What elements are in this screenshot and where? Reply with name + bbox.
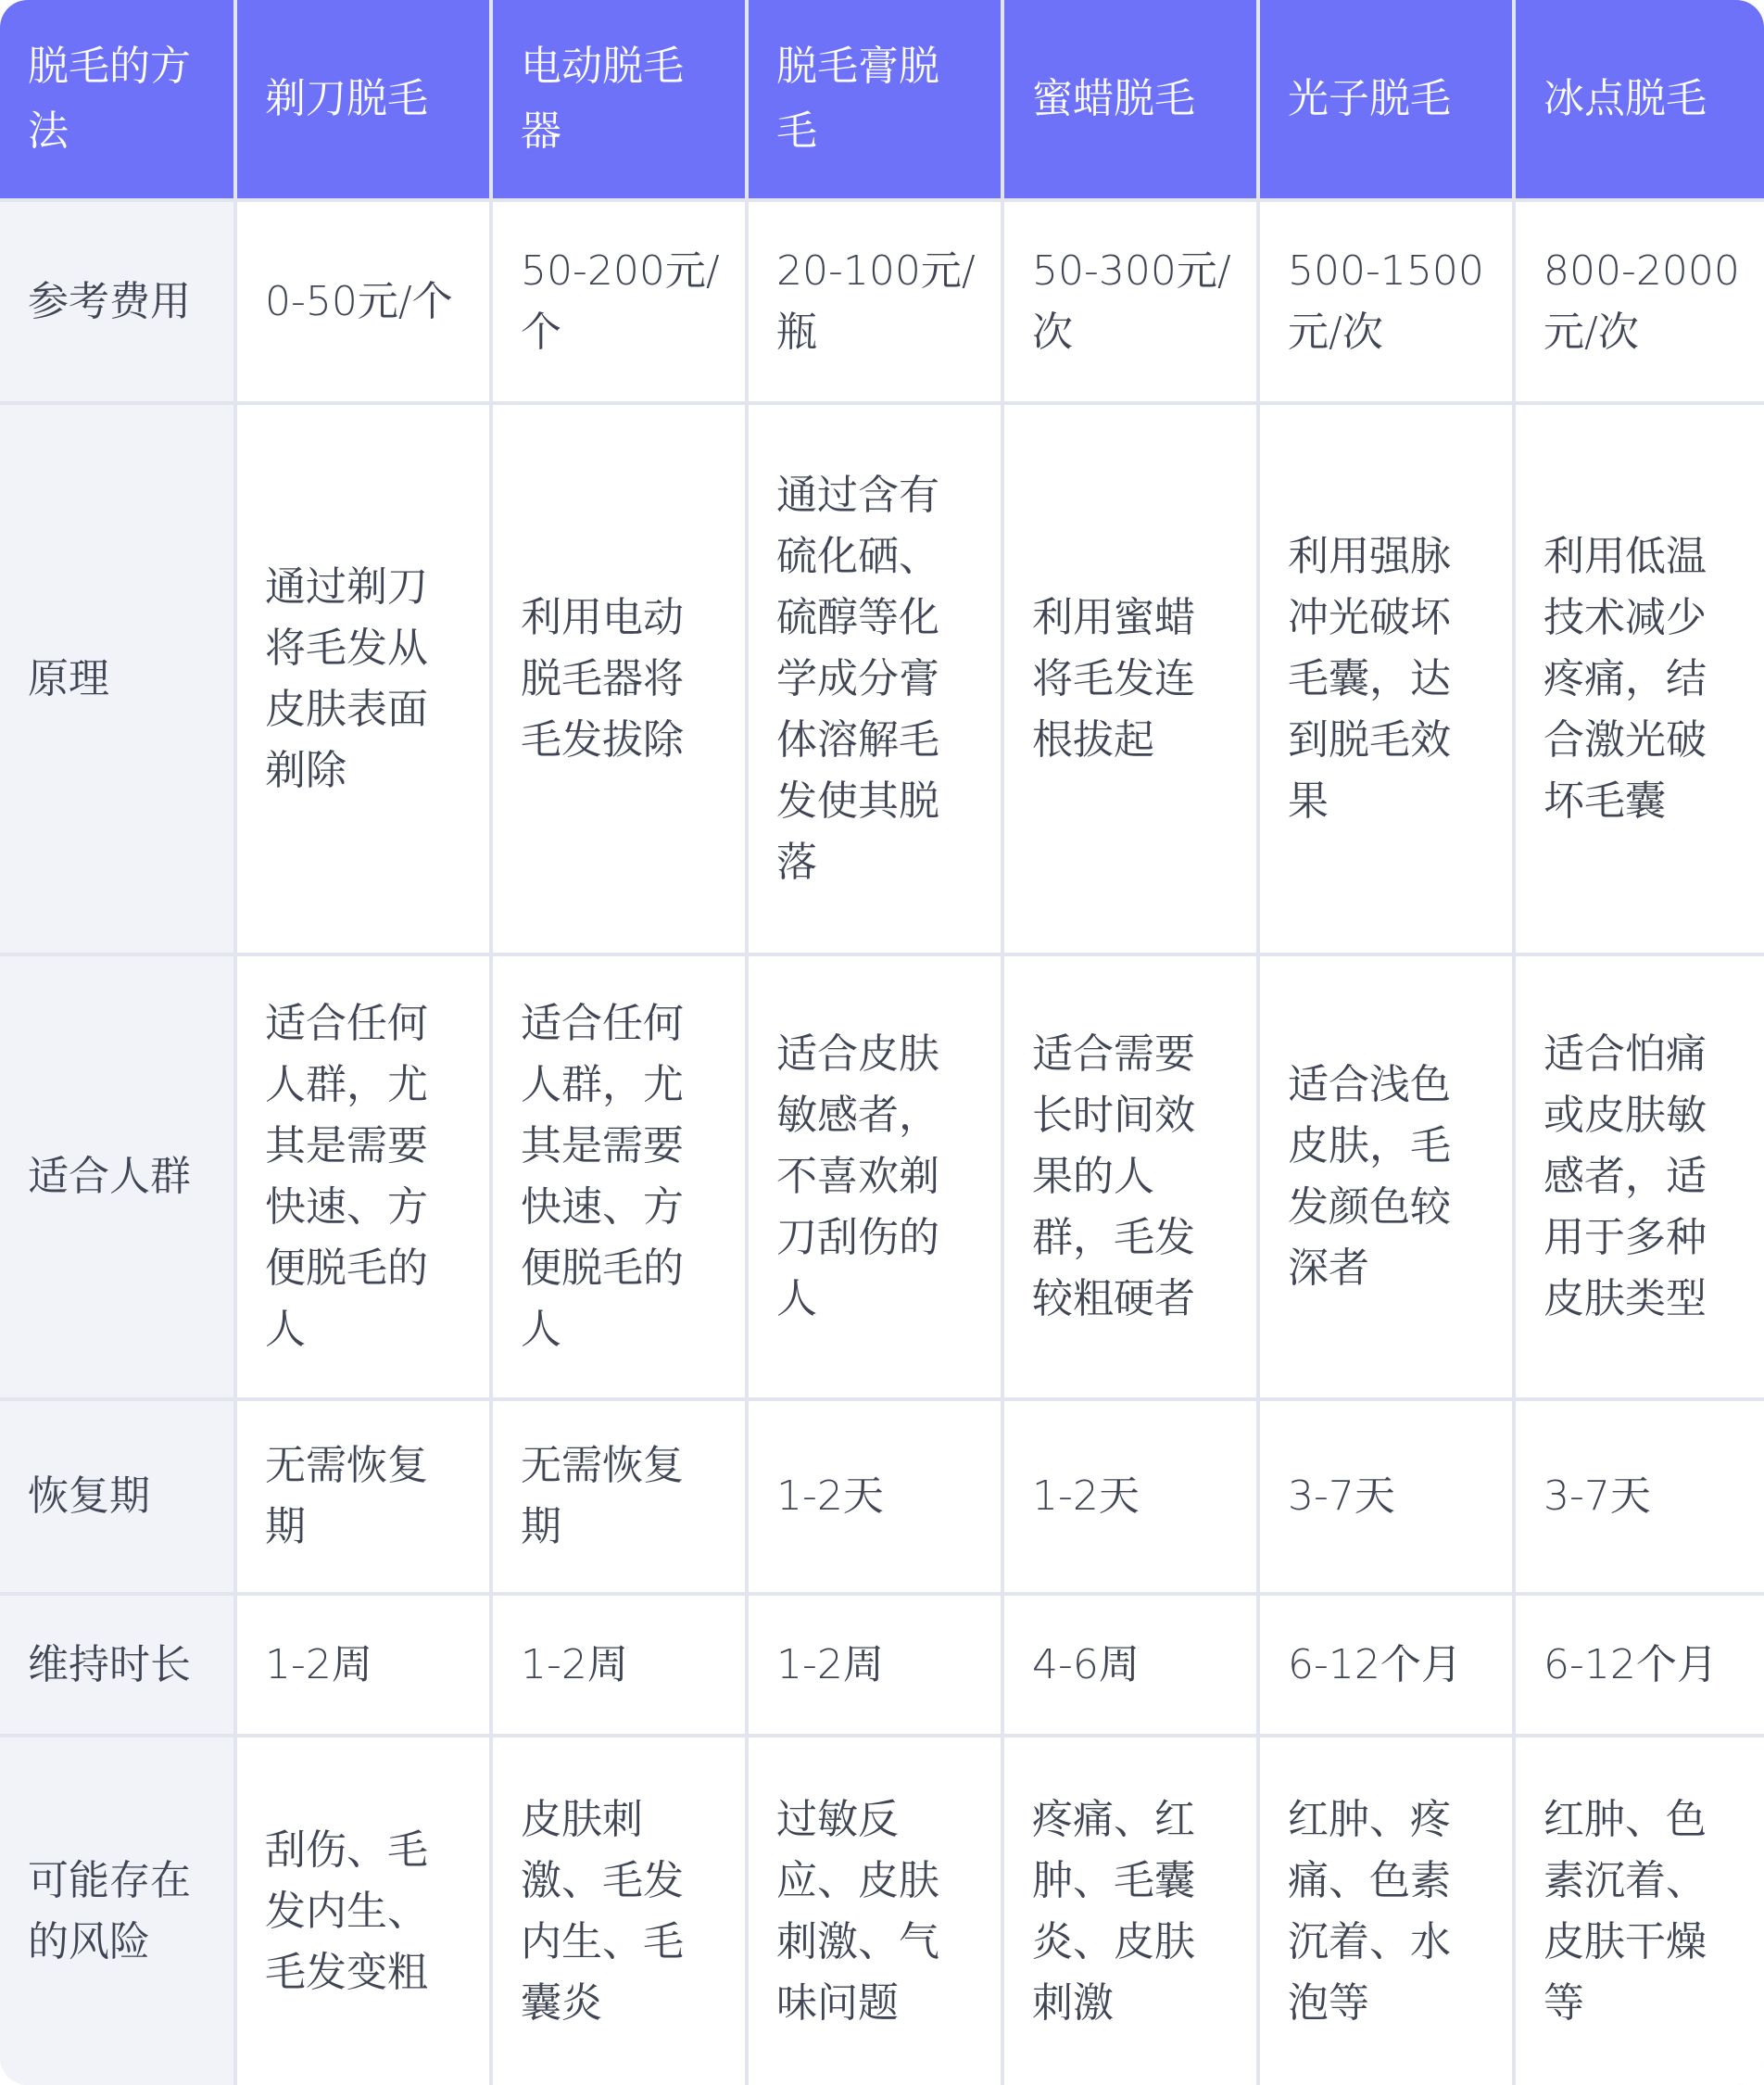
cell-cost-ipl: 500-1500元/次 (1260, 202, 1512, 401)
cell-duration-freezing: 6-12个月 (1516, 1596, 1764, 1734)
row-label-cost: 参考费用 (0, 202, 233, 401)
cell-duration-razor: 1-2周 (237, 1596, 489, 1734)
cell-principle-epilator: 利用电动脱毛器将毛发拔除 (493, 405, 745, 953)
header-cell-razor: 剃刀脱毛 (237, 0, 489, 198)
cell-duration-ipl: 6-12个月 (1260, 1596, 1512, 1734)
cell-cost-freezing: 800-2000元/次 (1516, 202, 1764, 401)
cell-cost-razor: 0-50元/个 (237, 202, 489, 401)
cell-principle-cream: 通过含有硫化硒、硫醇等化学成分膏体溶解毛发使其脱落 (749, 405, 1001, 953)
row-label-recovery: 恢复期 (0, 1401, 233, 1592)
cell-recovery-freezing: 3-7天 (1516, 1401, 1764, 1592)
cell-risk-epilator: 皮肤刺激、毛发内生、毛囊炎 (493, 1738, 745, 2085)
cell-duration-cream: 1-2周 (749, 1596, 1001, 1734)
cell-suitable-ipl: 适合浅色皮肤，毛发颜色较深者 (1260, 956, 1512, 1397)
cell-suitable-razor: 适合任何人群，尤其是需要快速、方便脱毛的人 (237, 956, 489, 1397)
cell-risk-wax: 疼痛、红肿、毛囊炎、皮肤刺激 (1004, 1738, 1256, 2085)
cell-duration-epilator: 1-2周 (493, 1596, 745, 1734)
cell-recovery-cream: 1-2天 (749, 1401, 1001, 1592)
header-cell-epilator: 电动脱毛器 (493, 0, 745, 198)
header-cell-method: 脱毛的方法 (0, 0, 233, 198)
cell-principle-freezing: 利用低温技术减少疼痛，结合激光破坏毛囊 (1516, 405, 1764, 953)
cell-suitable-cream: 适合皮肤敏感者，不喜欢剃刀刮伤的人 (749, 956, 1001, 1397)
cell-cost-cream: 20-100元/瓶 (749, 202, 1001, 401)
cell-cost-wax: 50-300元/次 (1004, 202, 1256, 401)
header-cell-ipl: 光子脱毛 (1260, 0, 1512, 198)
row-label-risk: 可能存在的风险 (0, 1738, 233, 2085)
cell-principle-ipl: 利用强脉冲光破坏毛囊，达到脱毛效果 (1260, 405, 1512, 953)
cell-recovery-wax: 1-2天 (1004, 1401, 1256, 1592)
cell-suitable-epilator: 适合任何人群，尤其是需要快速、方便脱毛的人 (493, 956, 745, 1397)
cell-risk-ipl: 红肿、疼痛、色素沉着、水泡等 (1260, 1738, 1512, 2085)
cell-recovery-epilator: 无需恢复期 (493, 1401, 745, 1592)
cell-principle-wax: 利用蜜蜡将毛发连根拔起 (1004, 405, 1256, 953)
header-cell-freezing: 冰点脱毛 (1516, 0, 1764, 198)
header-cell-wax: 蜜蜡脱毛 (1004, 0, 1256, 198)
cell-risk-razor: 刮伤、毛发内生、毛发变粗 (237, 1738, 489, 2085)
cell-cost-epilator: 50-200元/个 (493, 202, 745, 401)
cell-suitable-freezing: 适合怕痛或皮肤敏感者，适用于多种皮肤类型 (1516, 956, 1764, 1397)
cell-recovery-ipl: 3-7天 (1260, 1401, 1512, 1592)
cell-suitable-wax: 适合需要长时间效果的人群，毛发较粗硬者 (1004, 956, 1256, 1397)
row-label-suitable: 适合人群 (0, 956, 233, 1397)
cell-risk-freezing: 红肿、色素沉着、皮肤干燥等 (1516, 1738, 1764, 2085)
row-label-duration: 维持时长 (0, 1596, 233, 1734)
cell-recovery-razor: 无需恢复期 (237, 1401, 489, 1592)
row-label-principle: 原理 (0, 405, 233, 953)
cell-risk-cream: 过敏反应、皮肤刺激、气味问题 (749, 1738, 1001, 2085)
cell-duration-wax: 4-6周 (1004, 1596, 1256, 1734)
cell-principle-razor: 通过剃刀将毛发从皮肤表面剃除 (237, 405, 489, 953)
header-cell-cream: 脱毛膏脱毛 (749, 0, 1001, 198)
